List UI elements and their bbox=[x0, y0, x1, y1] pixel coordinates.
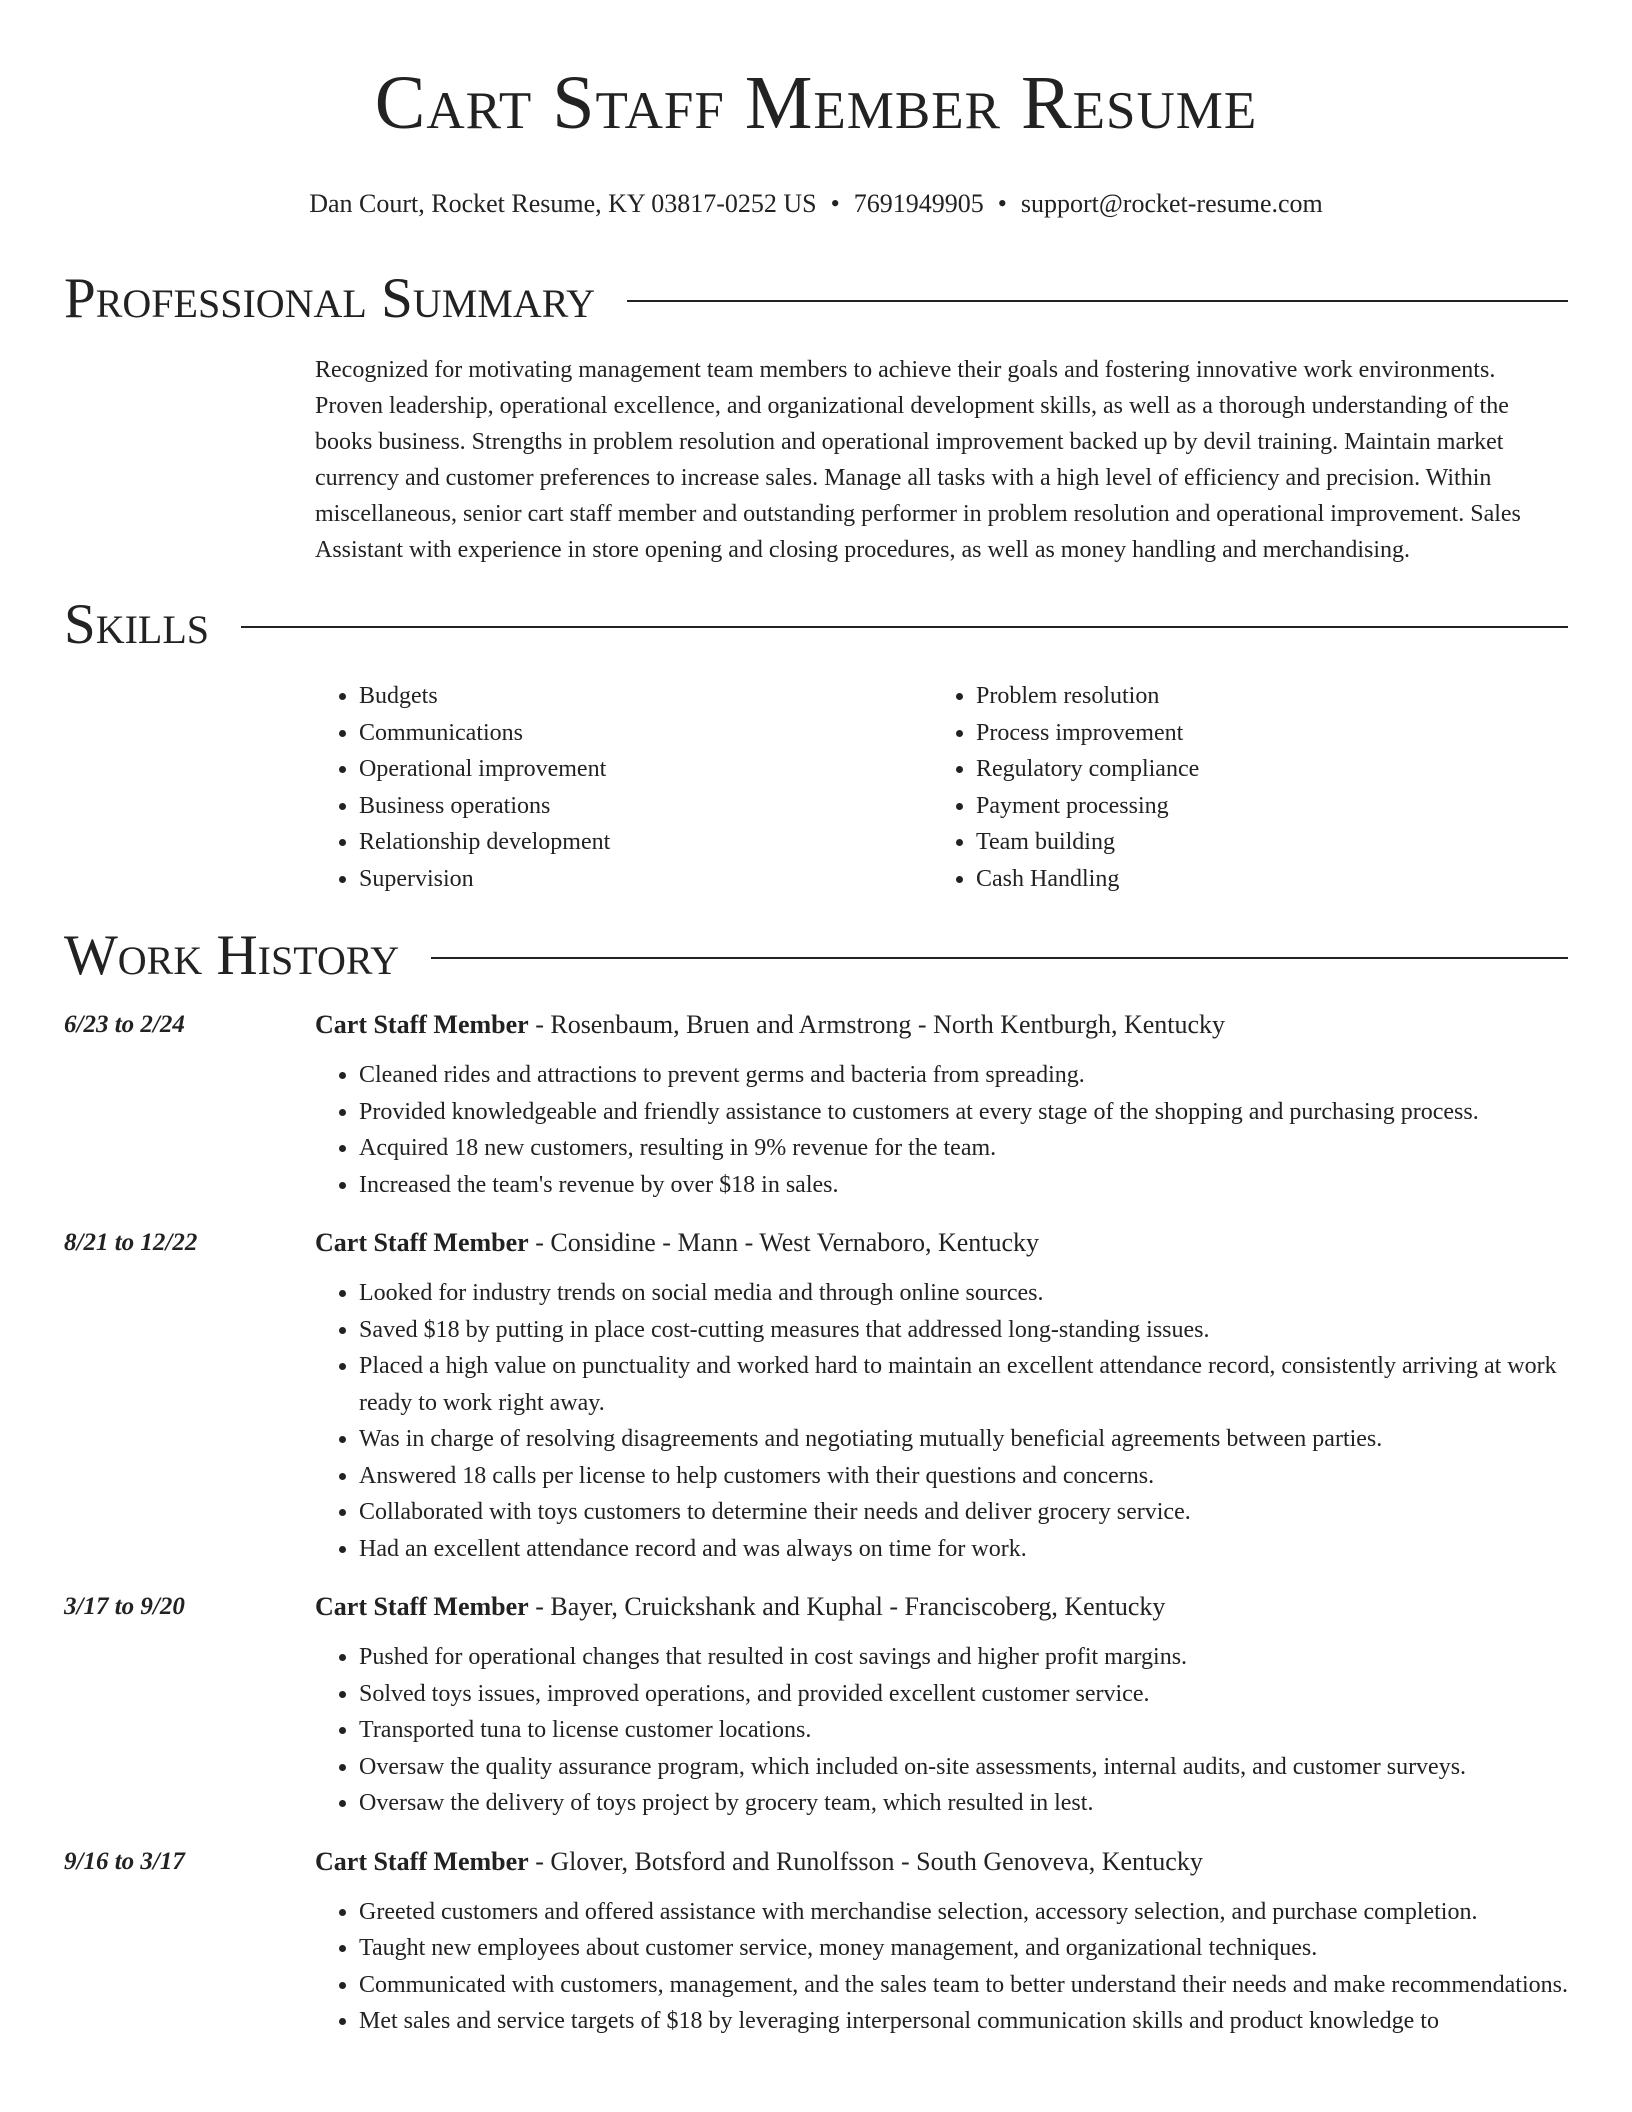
contact-separator: • bbox=[997, 189, 1007, 218]
job-bullet: • Cleaned rides and attractions to prevent germs and bacteria from spreading. bbox=[359, 1057, 1568, 1094]
job-bullet: • Met sales and service targets of $18 by leveraging interpersonal communication skills and product knowledge to bbox=[359, 2003, 1568, 2040]
skill-item: • Team building bbox=[976, 824, 1549, 861]
job-bullet: • Oversaw the quality assurance program, which included on-site assessments, internal audits, and customer surveys. bbox=[359, 1749, 1568, 1786]
skill-item: • Operational improvement bbox=[359, 751, 932, 788]
job-bullet: • Had an excellent attendance record and was always on time for work. bbox=[359, 1531, 1568, 1568]
contact-phone: 7691949905 bbox=[853, 189, 984, 218]
job-bullet: • Placed a high value on punctuality and worked hard to maintain an excellent attendance record, consistently arriving at work ready to work right away. bbox=[359, 1348, 1568, 1421]
section-divider bbox=[241, 626, 1568, 628]
skills-heading: Skills bbox=[64, 593, 210, 656]
skills-column-right bbox=[932, 678, 1549, 897]
job-entry bbox=[64, 1589, 1568, 1822]
skill-item: • Problem resolution bbox=[976, 678, 1549, 715]
job-entry bbox=[64, 1007, 1568, 1203]
skill-item: • Payment processing bbox=[976, 788, 1549, 825]
skill-item: • Cash Handling bbox=[976, 861, 1549, 898]
summary-heading: Professional Summary bbox=[64, 267, 596, 330]
job-details: - Bayer, Cruickshank and Kuphal - Franciscoberg, Kentucky bbox=[528, 1592, 1166, 1621]
job-bullets bbox=[315, 1894, 1568, 2040]
job-dates: 8/21 to 12/22 bbox=[64, 1229, 198, 1256]
contact-separator: • bbox=[830, 189, 840, 218]
job-bullet: • Pushed for operational changes that resulted in cost savings and higher profit margins. bbox=[359, 1639, 1568, 1676]
job-bullet: • Acquired 18 new customers, resulting in 9% revenue for the team. bbox=[359, 1130, 1568, 1167]
skills-column-left bbox=[315, 678, 932, 897]
contact-line bbox=[64, 186, 1568, 222]
job-bullets bbox=[315, 1275, 1568, 1567]
contact-address: Dan Court, Rocket Resume, KY 03817-0252 US bbox=[309, 189, 817, 218]
job-heading bbox=[315, 1844, 1568, 1880]
job-details: - Glover, Botsford and Runolfsson - South Genoveva, Kentucky bbox=[528, 1846, 1203, 1876]
job-bullet: • Answered 18 calls per license to help customers with their questions and concerns. bbox=[359, 1458, 1568, 1495]
job-bullet: • Increased the team's revenue by over $18 in sales. bbox=[359, 1167, 1568, 1204]
job-entry bbox=[64, 1844, 1568, 2040]
job-details: - Considine - Mann - West Vernaboro, Kentucky bbox=[528, 1228, 1040, 1257]
skill-item: • Process improvement bbox=[976, 715, 1549, 752]
skill-item: • Regulatory compliance bbox=[976, 751, 1549, 788]
job-heading bbox=[315, 1589, 1568, 1625]
skill-item: • Budgets bbox=[359, 678, 932, 715]
job-bullet: • Looked for industry trends on social media and through online sources. bbox=[359, 1275, 1568, 1312]
section-divider bbox=[431, 957, 1568, 959]
job-bullets bbox=[315, 1639, 1568, 1822]
skills-section-header bbox=[64, 590, 1568, 660]
job-bullet: • Saved $18 by putting in place cost-cutting measures that addressed long-standing issues. bbox=[359, 1312, 1568, 1349]
section-divider bbox=[627, 300, 1568, 302]
job-bullet: • Collaborated with toys customers to determine their needs and deliver grocery service. bbox=[359, 1494, 1568, 1531]
job-role: Cart Staff Member bbox=[315, 1228, 529, 1257]
work-section-header bbox=[64, 921, 1568, 991]
job-heading bbox=[315, 1007, 1568, 1043]
job-bullet: • Provided knowledgeable and friendly assistance to customers at every stage of the shopping and purchasing process. bbox=[359, 1094, 1568, 1131]
skill-item: • Communications bbox=[359, 715, 932, 752]
contact-email: support@rocket-resume.com bbox=[1020, 189, 1323, 218]
job-dates: 6/23 to 2/24 bbox=[64, 1011, 185, 1038]
job-bullet: • Greeted customers and offered assistance with merchandise selection, accessory selection, and purchase completion. bbox=[359, 1894, 1568, 1931]
resume-title: Cart Staff Member Resume bbox=[374, 61, 1258, 145]
job-dates: 9/16 to 3/17 bbox=[64, 1847, 185, 1875]
summary-text: Recognized for motivating management team members to achieve their goals and fostering innovative work environments. Proven leadership, operational excellence, and organizational development skills, as well as a thorough understanding of the books business. Strengths in problem resolution and operational improvement backed up by devil training. Maintain market currency and customer preferences to increase sales. Manage all tasks with a high level of efficiency and precision. Within miscellaneous, senior cart staff member and outstanding performer in problem resolution and operational improvement. Sales Assistant with experience in store opening and closing procedures, as well as money handling and merchandising. bbox=[315, 357, 1521, 563]
work-heading: Work History bbox=[64, 924, 400, 987]
job-bullet: • Oversaw the delivery of toys project by grocery team, which resulted in lest. bbox=[359, 1785, 1568, 1822]
job-dates: 3/17 to 9/20 bbox=[64, 1593, 185, 1620]
job-bullet: • Taught new employees about customer service, money management, and organizational techniques. bbox=[359, 1930, 1568, 1967]
job-bullet: • Communicated with customers, management, and the sales team to better understand their needs and make recommendations. bbox=[359, 1967, 1568, 2004]
job-heading bbox=[315, 1225, 1568, 1261]
skill-item: • Supervision bbox=[359, 861, 932, 898]
job-bullet: • Solved toys issues, improved operations, and provided excellent customer service. bbox=[359, 1676, 1568, 1713]
job-role: Cart Staff Member bbox=[315, 1846, 529, 1876]
job-role: Cart Staff Member bbox=[315, 1592, 529, 1621]
skills-list bbox=[315, 678, 1568, 897]
summary-section-header bbox=[64, 264, 1568, 334]
job-role: Cart Staff Member bbox=[315, 1010, 529, 1039]
job-entry bbox=[64, 1225, 1568, 1567]
job-details: - Rosenbaum, Bruen and Armstrong - North Kentburgh, Kentucky bbox=[528, 1010, 1226, 1039]
skill-item: • Business operations bbox=[359, 788, 932, 825]
job-bullet: • Was in charge of resolving disagreements and negotiating mutually beneficial agreements between parties. bbox=[359, 1421, 1568, 1458]
skill-item: • Relationship development bbox=[359, 824, 932, 861]
job-bullets bbox=[315, 1057, 1568, 1203]
job-bullet: • Transported tuna to license customer locations. bbox=[359, 1712, 1568, 1749]
